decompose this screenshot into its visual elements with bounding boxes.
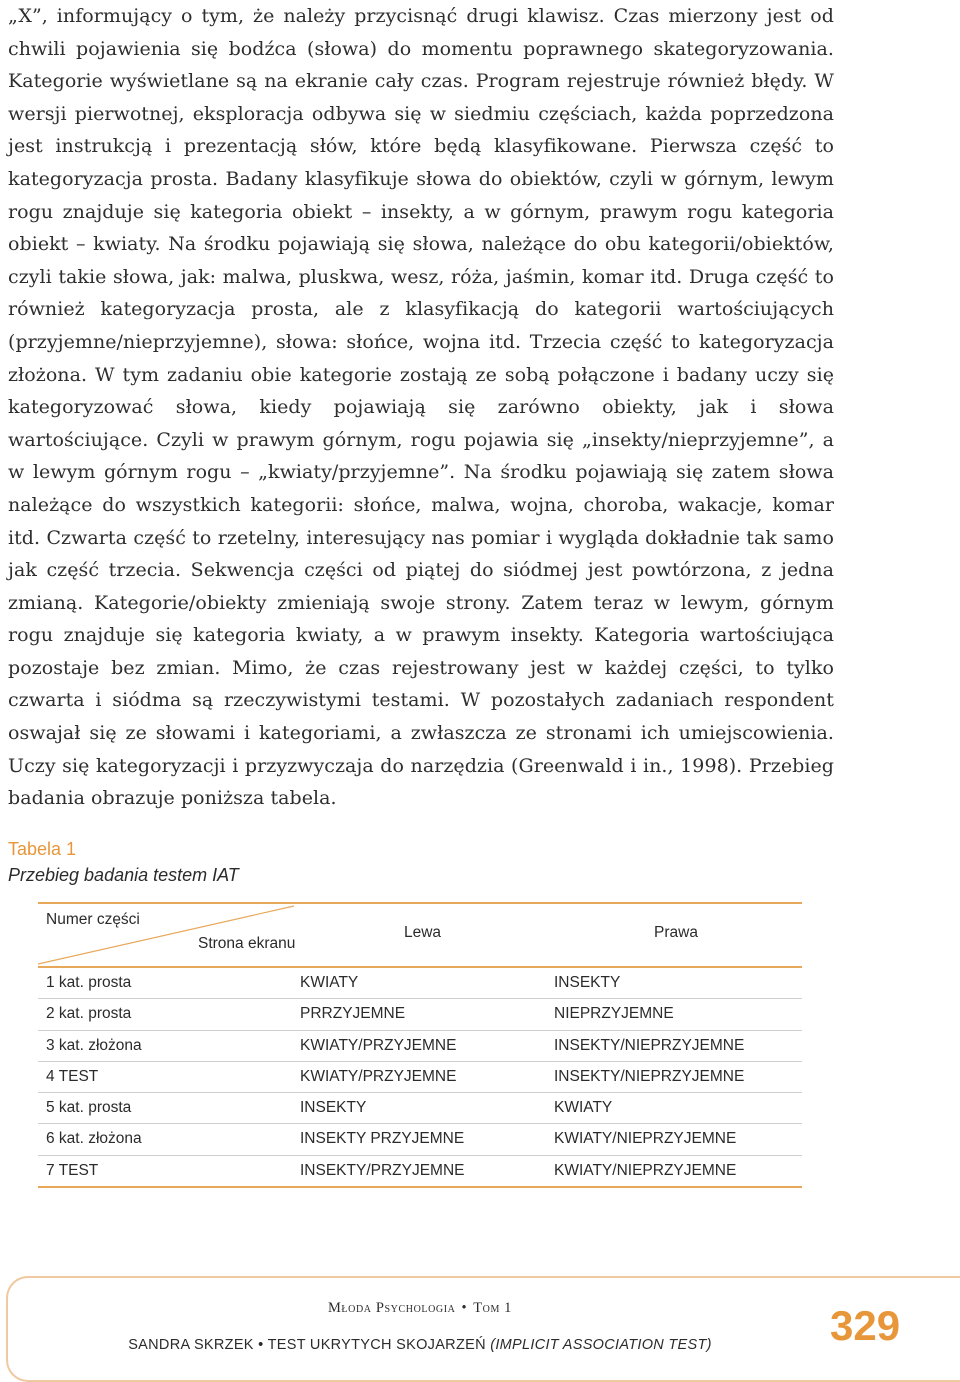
journal-volume: Tom 1 [473,1300,513,1316]
iat-table [38,902,802,1188]
cell-left: KWIATY/PRZYJEMNE [300,1036,457,1054]
cell-part: 6 kat. złożona [46,1130,142,1148]
table-row [38,999,802,1030]
cell-left: KWIATY/PRZYJEMNE [300,1067,457,1085]
table-header [38,902,802,968]
table-row [38,1124,802,1155]
cell-right: INSEKTY/NIEPRZYJEMNE [554,1067,745,1085]
cell-part: 1 kat. prosta [46,974,132,991]
footer-article [0,1337,840,1353]
cell-part: 3 kat. złożona [46,1036,142,1054]
article-title: TEST UKRYTYCH SKOJARZEŃ [267,1337,486,1353]
cell-part: 2 kat. prosta [46,1005,132,1023]
separator-dot: • [258,1337,264,1353]
cell-left: INSEKTY [300,1099,367,1117]
journal-name: Młoda Psychologia [327,1300,456,1316]
cell-right: NIEPRZYJEMNE [554,1005,674,1023]
table-row [38,1062,802,1093]
table-row [38,1031,802,1062]
author-name: SANDRA SKRZEK [128,1337,254,1353]
table-row [38,968,802,999]
table-row [38,1093,802,1124]
cell-right: KWIATY [554,1099,613,1117]
cell-right: INSEKTY [554,974,621,991]
header-screen-side: Strona ekranu [198,935,296,952]
footer-journal [0,1300,840,1317]
cell-left: INSEKTY/PRZYJEMNE [300,1161,465,1179]
cell-right: KWIATY/NIEPRZYJEMNE [554,1161,737,1179]
table-title: Przebieg badania testem IAT [8,865,239,885]
cell-left: KWIATY [300,974,359,991]
cell-left: PRRZYJEMNE [300,1005,406,1023]
footer-frame [6,1276,960,1382]
separator-dot: • [461,1300,468,1316]
body-text [8,0,834,815]
article-title-en: (IMPLICIT ASSOCIATION TEST) [490,1337,712,1353]
page-number: 329 [830,1302,901,1349]
table-row [38,1156,802,1188]
table-label: Tabela 1 [8,839,77,859]
cell-part: 5 kat. prosta [46,1099,132,1117]
cell-left: INSEKTY PRZYJEMNE [300,1130,465,1148]
header-left: Lewa [404,924,442,941]
header-part-number: Numer części [46,911,140,928]
cell-part: 7 TEST [46,1161,99,1179]
cell-right: INSEKTY/NIEPRZYJEMNE [554,1036,745,1054]
table-caption [8,836,239,888]
body-paragraph: „X”, informujący o tym, że należy przycisnąć drugi klawisz. Czas mierzony jest od chwili pojawienia się bodźca (słowa) do momentu poprawnego skategoryzowania. Kategorie wyświetlane są na ekranie cały czas. Program rejestruje również błędy. W wersji pierwotnej, eksploracja odbywa się w siedmiu częściach, każda poprzedzona jest instrukcją i prezentacją słów, które będą klasyfikowane. Pierwsza część to kategoryzacja prosta. Badany klasyfikuje słowa do obiektów, czyli w górnym, lewym rogu znajduje się kategoria obiekt – insekty, a w górnym, prawym rogu kategoria obiekt – kwiaty. Na środku pojawiają się słowa, należące do obu kategorii/obiektów, czyli takie słowa, jak: malwa, pluskwa, wesz, róża, jaśmin, komar itd. Druga część to również kategoryzacja prosta, ale z klasyfikacją do kategorii wartościujących (przyjemne/nieprzyjemne), słowa: słońce, wojna itd. Trzecia część to kategoryzacja złożona. W tym zadaniu obie kategorie zostają ze sobą połączone i badany uczy się kategoryzować słowa, kiedy pojawiają się zarówno obiekty, jak i słowa wartościujące. Czyli w prawym górnym, rogu pojawia się „insekty/nieprzyjemne”, a w lewym górnym rogu – „kwiaty/przyjemne”. Na środku pojawiają się zatem słowa należące do wszystkich kategorii: słońce, malwa, wojna, choroba, wakacje, komar itd. Czwarta część to rzetelny, interesujący nas pomiar i wygląda dokładnie tak samo jak część trzecia. Sekwencja części od piątej do siódmej jest powtórzona, z jedna zmianą. Kategorie/obiekty zmieniają swoje strony. Zatem teraz w lewym, górnym rogu znajduje się kategoria kwiaty, a w prawym insekty. Kategoria wartościująca pozostaje bez zmian. Mimo, że czas rejestrowany jest w każdej części, to tylko czwarta i siódma są rzeczywistymi testami. W pozostałych zadaniach respondent oswajał się ze słowami i kategoriami, a zwłaszcza ze stronami ich umiejscowienia. Uczy się kategoryzacji i przyzwyczaja do narzędzia (Greenwald i in., 1998). Przebieg badania obrazuje poniższa tabela. [8,5,834,810]
header-right: Prawa [654,924,698,941]
cell-right: KWIATY/NIEPRZYJEMNE [554,1130,737,1148]
cell-part: 4 TEST [46,1067,99,1085]
